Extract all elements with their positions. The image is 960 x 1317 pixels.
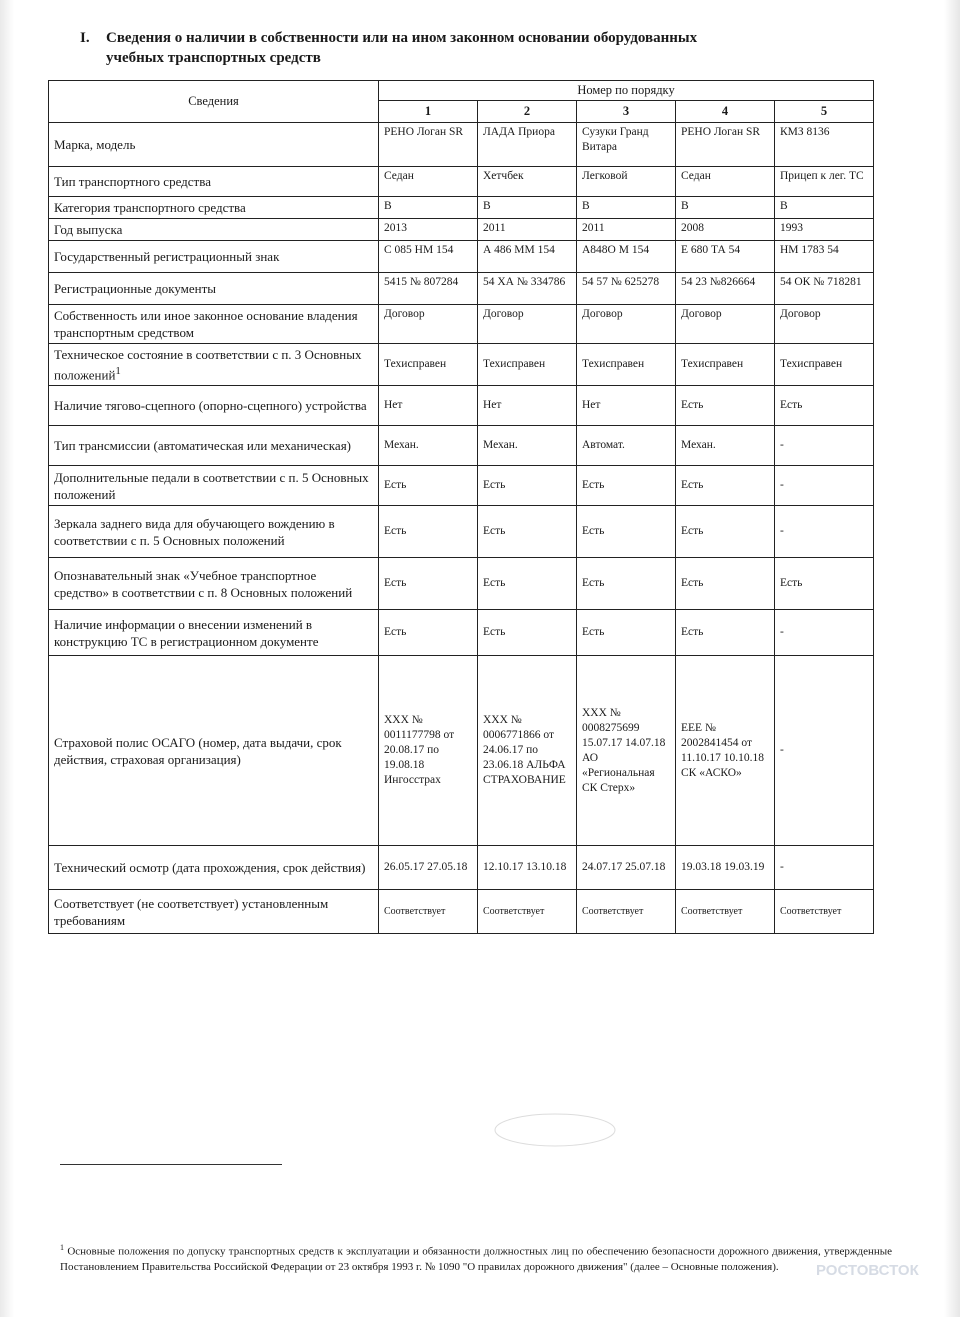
cell-col-5: Техисправен: [775, 344, 874, 386]
cell-col-5: Есть: [775, 386, 874, 426]
footnote-reference: 1: [115, 365, 121, 377]
cell-col-2: ЛАДА Приора: [478, 123, 577, 167]
cell-col-5: Прицеп к лег. ТС: [775, 167, 874, 197]
cell-col-1: Есть: [379, 558, 478, 610]
cell-col-4: 2008: [676, 219, 775, 241]
footnote: [60, 1240, 892, 1275]
cell-col-2: Договор: [478, 305, 577, 344]
table-row: [49, 219, 874, 241]
header-order-number: Номер по порядку: [379, 81, 874, 101]
cell-col-2: В: [478, 197, 577, 219]
cell-col-4: Есть: [676, 386, 775, 426]
cell-col-5: -: [775, 466, 874, 506]
cell-col-5: 1993: [775, 219, 874, 241]
row-label: [49, 167, 379, 197]
cell-col-1: Есть: [379, 506, 478, 558]
cell-col-5: -: [775, 506, 874, 558]
cell-col-3: 54 57 № 625278: [577, 273, 676, 305]
row-label: [49, 846, 379, 890]
table-row: [49, 610, 874, 656]
row-label-text: Категория транспортного средства: [54, 200, 246, 215]
cell-col-3: Нет: [577, 386, 676, 426]
table-row: [49, 305, 874, 344]
cell-col-2: 2011: [478, 219, 577, 241]
cell-col-4: Есть: [676, 610, 775, 656]
cell-col-2: Есть: [478, 466, 577, 506]
section-heading: [80, 28, 900, 68]
cell-col-5: В: [775, 197, 874, 219]
cell-col-5: Соответствует: [775, 890, 874, 934]
cell-col-1: Механ.: [379, 426, 478, 466]
row-label: [49, 426, 379, 466]
cell-col-3: 24.07.17 25.07.18: [577, 846, 676, 890]
cell-col-1: Соответствует: [379, 890, 478, 934]
table-row: [49, 197, 874, 219]
cell-col-1: Седан: [379, 167, 478, 197]
cell-col-5: -: [775, 426, 874, 466]
row-label: [49, 219, 379, 241]
row-label-text: Тип транспортного средства: [54, 174, 211, 189]
table-row: [49, 273, 874, 305]
cell-col-5: -: [775, 610, 874, 656]
cell-col-5: Договор: [775, 305, 874, 344]
cell-col-4: Договор: [676, 305, 775, 344]
cell-col-1: 5415 № 807284: [379, 273, 478, 305]
cell-col-4: Есть: [676, 506, 775, 558]
column-number-2: 2: [478, 101, 577, 123]
cell-col-3: ХХХ № 0008275699 15.07.17 14.07.18 АО «Региональная СК Стерх»: [577, 656, 676, 846]
cell-col-1: 26.05.17 27.05.18: [379, 846, 478, 890]
cell-col-3: Есть: [577, 558, 676, 610]
column-number-3: 3: [577, 101, 676, 123]
cell-col-1: ХХХ № 0011177798 от 20.08.17 по 19.08.18 Ингосстрах: [379, 656, 478, 846]
cell-col-4: Механ.: [676, 426, 775, 466]
cell-col-2: Соответствует: [478, 890, 577, 934]
table-row: [49, 890, 874, 934]
cell-col-1: Есть: [379, 466, 478, 506]
section-title-line1: Сведения о наличии в собственности или на ином законном основании оборудованных: [106, 30, 698, 46]
table-row: [49, 123, 874, 167]
cell-col-1: С 085 НМ 154: [379, 241, 478, 273]
cell-col-2: Техисправен: [478, 344, 577, 386]
cell-col-1: РЕНО Логан SR: [379, 123, 478, 167]
row-label-text: Марка, модель: [54, 137, 136, 152]
row-label: [49, 344, 379, 386]
row-label-text: Государственный регистрационный знак: [54, 249, 280, 264]
row-label-text: Год выпуска: [54, 222, 123, 237]
cell-col-3: Техисправен: [577, 344, 676, 386]
cell-col-2: А 486 ММ 154: [478, 241, 577, 273]
cell-col-2: 12.10.17 13.10.18: [478, 846, 577, 890]
cell-col-1: Есть: [379, 610, 478, 656]
row-label: [49, 241, 379, 273]
row-label: [49, 506, 379, 558]
cell-col-2: Есть: [478, 610, 577, 656]
cell-col-4: Соответствует: [676, 890, 775, 934]
row-label: [49, 610, 379, 656]
cell-col-4: ЕЕЕ № 2002841454 от 11.10.17 10.10.18 СК «АСКО»: [676, 656, 775, 846]
cell-col-5: НМ 1783 54: [775, 241, 874, 273]
table-row: [49, 344, 874, 386]
row-label-text: Зеркала заднего вида для обучающего вождению в соответствии с п. 5 Основных положений: [54, 515, 335, 548]
table-row: [49, 506, 874, 558]
cell-col-4: Седан: [676, 167, 775, 197]
cell-col-5: Есть: [775, 558, 874, 610]
table-row: [49, 426, 874, 466]
row-label-text: Опознавательный знак «Учебное транспортное средство» в соответствии с п. 8 Основных положений: [54, 567, 353, 600]
cell-col-2: Нет: [478, 386, 577, 426]
table-row: [49, 558, 874, 610]
footnote-rule: [60, 1164, 282, 1165]
cell-col-3: Соответствует: [577, 890, 676, 934]
cell-col-1: Нет: [379, 386, 478, 426]
row-label-text: Соответствует (не соответствует) установленным требованиям: [54, 895, 329, 928]
cell-col-4: 54 23 №826664: [676, 273, 775, 305]
section-title-line2: учебных транспортных средств: [106, 50, 321, 66]
cell-col-4: РЕНО Логан SR: [676, 123, 775, 167]
cell-col-2: Хетчбек: [478, 167, 577, 197]
cell-col-2: Есть: [478, 506, 577, 558]
vehicles-table: [48, 80, 874, 934]
row-label-text: Дополнительные педали в соответствии с п. 5 Основных положений: [54, 469, 369, 502]
row-label: [49, 197, 379, 219]
column-number-1: 1: [379, 101, 478, 123]
cell-col-3: В: [577, 197, 676, 219]
row-label: [49, 386, 379, 426]
cell-col-3: Легковой: [577, 167, 676, 197]
cell-col-1: Договор: [379, 305, 478, 344]
row-label: [49, 656, 379, 846]
cell-col-3: Автомат.: [577, 426, 676, 466]
scan-edge-right: [944, 0, 960, 1317]
cell-col-2: ХХХ № 0006771866 от 24.06.17 по 23.06.18 АЛЬФА СТРАХОВАНИЕ: [478, 656, 577, 846]
cell-col-2: Есть: [478, 558, 577, 610]
section-number: I.: [80, 30, 90, 46]
scan-edge-left: [0, 0, 14, 1317]
watermark: РОСТОВСТОК: [816, 1262, 919, 1279]
row-label: [49, 890, 379, 934]
cell-col-5: КМЗ 8136: [775, 123, 874, 167]
cell-col-3: Договор: [577, 305, 676, 344]
cell-col-4: В: [676, 197, 775, 219]
footnote-mark: 1: [60, 1243, 64, 1252]
column-number-4: 4: [676, 101, 775, 123]
row-label-text: Технический осмотр (дата прохождения, срок действия): [54, 860, 366, 876]
cell-col-3: А848О М 154: [577, 241, 676, 273]
row-label-text: Техническое состояние в соответствии с п. 3 Основных положений: [54, 347, 362, 383]
cell-col-5: 54 ОК № 718281: [775, 273, 874, 305]
table-row: [49, 241, 874, 273]
row-label: [49, 558, 379, 610]
row-label-text: Наличие информации о внесении изменений в конструкцию ТС в регистрационном документе: [54, 616, 319, 649]
header-details: Сведения: [49, 81, 379, 123]
cell-col-4: 19.03.18 19.03.19: [676, 846, 775, 890]
cell-col-5: -: [775, 656, 874, 846]
cell-col-4: Есть: [676, 558, 775, 610]
footnote-text: Основные положения по допуску транспортных средств к эксплуатации и обязанности должностных лиц по обеспечению безопасности дорожного движения, утвержденные Постановлением Правительства Российской Федерации от 23 октября 1993 г. № 1090 "О правилах дорожного движения" (далее – Основные положения).: [60, 1245, 893, 1273]
cell-col-3: Есть: [577, 466, 676, 506]
cell-col-2: 54 ХА № 334786: [478, 273, 577, 305]
row-label-text: Страховой полис ОСАГО (номер, дата выдачи, срок действия, страховая организация): [54, 734, 342, 767]
cell-col-4: Есть: [676, 466, 775, 506]
row-label: [49, 273, 379, 305]
row-label-text: Тип трансмиссии (автоматическая или механическая): [54, 438, 352, 454]
cell-col-2: Механ.: [478, 426, 577, 466]
cell-col-3: 2011: [577, 219, 676, 241]
column-number-5: 5: [775, 101, 874, 123]
cell-col-1: В: [379, 197, 478, 219]
row-label-text: Собственность или иное законное основание владения транспортным средством: [54, 308, 358, 340]
row-label-text: Наличие тягово-сцепного (опорно-сцепного) устройства: [54, 398, 367, 414]
cell-col-3: Сузуки Гранд Витара: [577, 123, 676, 167]
stamp-ghost: [480, 1100, 630, 1160]
cell-col-4: Техисправен: [676, 344, 775, 386]
cell-col-4: Е 680 ТА 54: [676, 241, 775, 273]
table-row: [49, 466, 874, 506]
row-label-text: Регистрационные документы: [54, 281, 217, 296]
table-row: [49, 846, 874, 890]
table-row: [49, 386, 874, 426]
table-row: [49, 167, 874, 197]
cell-col-5: -: [775, 846, 874, 890]
cell-col-3: Есть: [577, 506, 676, 558]
table-row: [49, 656, 874, 846]
row-label: [49, 466, 379, 506]
row-label: [49, 305, 379, 344]
cell-col-1: 2013: [379, 219, 478, 241]
cell-col-1: Техисправен: [379, 344, 478, 386]
row-label: [49, 123, 379, 167]
cell-col-3: Есть: [577, 610, 676, 656]
